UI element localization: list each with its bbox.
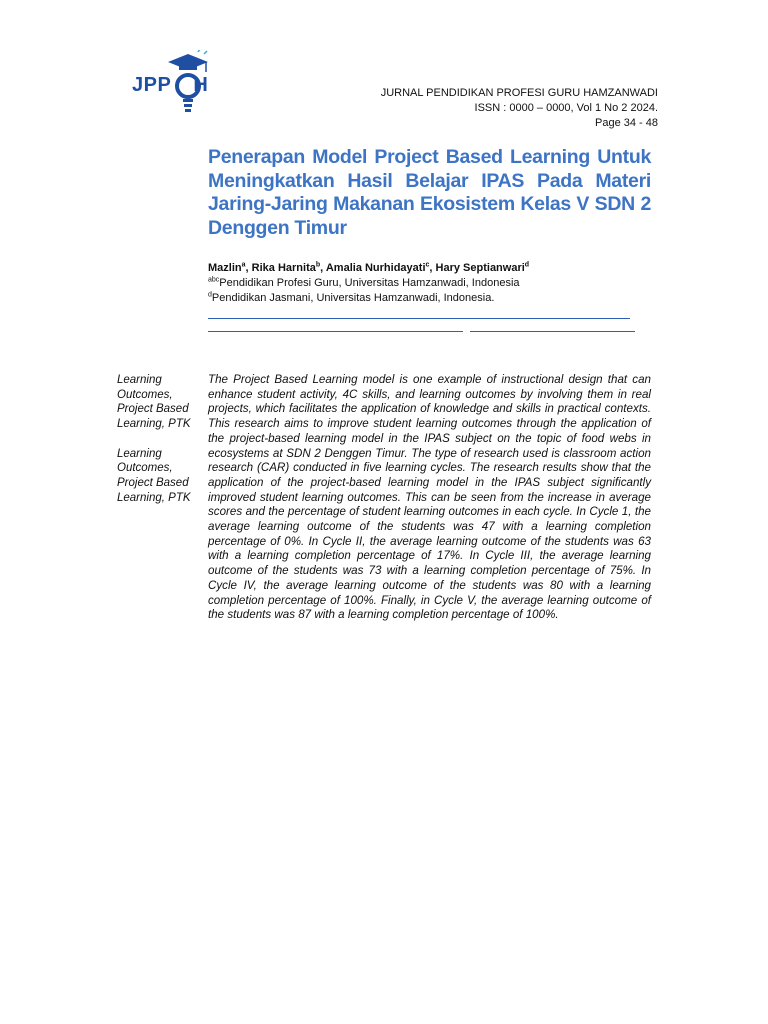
email-link-line[interactable] (208, 331, 463, 332)
author-list: Mazlin$^a$, Rika Harnita$^b$, Amalia Nurhidayati$^c$, Hary Septianwari$^d$ (208, 261, 530, 274)
author-block (208, 261, 648, 306)
author-name: Hary Septianwari (435, 262, 525, 274)
author-name: Rika Harnita (251, 262, 316, 274)
page-range: Page 34 - 48 (595, 117, 658, 129)
journal-header (381, 86, 658, 131)
email-link-line[interactable] (470, 331, 635, 332)
affiliation: $^{abc}$Pendidikan Profesi Guru, Universitas Hamzanwadi, Indonesia (208, 276, 520, 289)
journal-logo (132, 50, 232, 116)
abstract-text: The Project Based Learning model is one example of instructional design that can enhance student activity, 4C skills, and learning outcomes by involving them in real projects, which facilitates the application of knowledge and skills in practical contexts. This research aims to improve student learning outcomes through the application of the project-based learning model in the IPAS subject on the topic of food webs in ecosystems at SDN 2 Denggen Timur. The type of research used is classroom action research (CAR) conducted in five learning cycles. The research results show that the application of the project-based learning model in the IPAS subject significantly improved student learning outcomes. This can be seen from the increase in average scores and the percentage of student learning outcomes in each cycle. In Cycle 1, the average learning outcome of the students was 47 with a learning completion percentage of 0%. In Cycle II, the average learning outcome of the students was 63 with a learning completion percentage of 17%. In Cycle III, the average learning outcome of the students was 73 with a learning completion percentage of 75%. In Cycle IV, the average learning outcome of the students was 80 with a learning completion percentage of 100%. Finally, in Cycle V, the average learning outcome of the students was 87 with a learning completion percentage of 100%. (208, 373, 651, 622)
keywords-repeat: Learning Outcomes, Project Based Learning, PTK (117, 447, 191, 504)
journal-name: JURNAL PENDIDIKAN PROFESI GURU HAMZANWADI (380, 87, 658, 99)
affiliation: $^d$Pendidikan Jasmani, Universitas Hamzanwadi, Indonesia. (208, 291, 495, 304)
email-link-line[interactable] (208, 318, 630, 319)
author-name: Mazlin (208, 262, 242, 274)
author-name: Amalia Nurhidayati (325, 262, 426, 274)
logo-wordmark: JPP H (132, 74, 209, 96)
issn-line: ISSN : 0000 – 0000, Vol 1 No 2 2024. (474, 102, 658, 114)
keywords-column (117, 373, 203, 520)
article-title: Penerapan Model Project Based Learning Untuk Meningkatkan Hasil Belajar IPAS Pada Materi Jaring-Jaring Makanan Ekosistem Kelas V SDN 2 Denggen Timur (208, 146, 651, 239)
keywords-english: Learning Outcomes, Project Based Learning, PTK (117, 374, 191, 431)
